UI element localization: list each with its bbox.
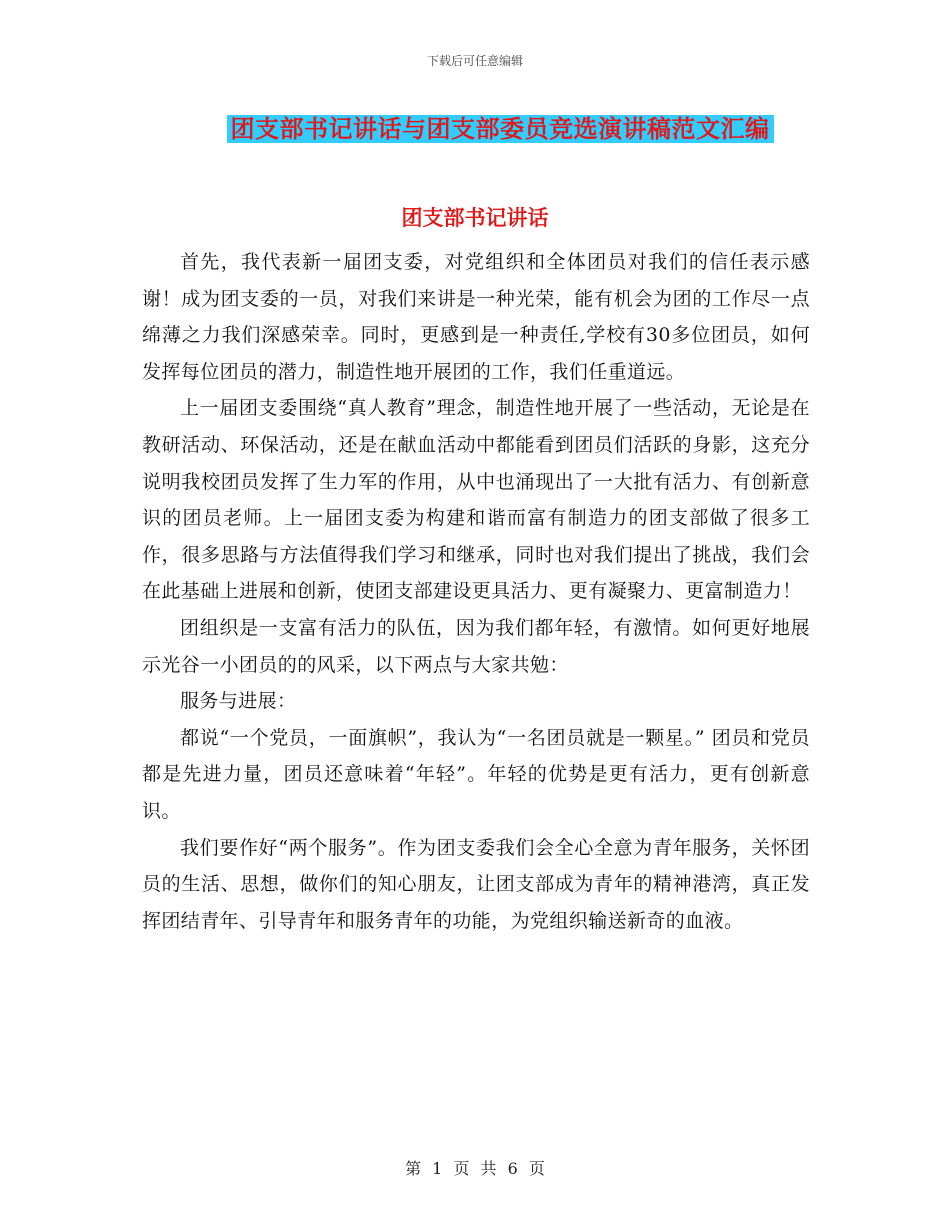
section-title: 团支部书记讲话 [401,206,549,230]
paragraph-1: 首先，我代表新一届团支委，对党组织和全体团员对我们的信任表示感谢！成为团支委的一员，对我们来讲是一种光荣，能有机会为团的工作尽一点绵薄之力我们深感荣幸。同时，更感到是一种责任,学校有30多位团员，如何发挥每位团员的潜力，制造性地开展团的工作，我们任重道远。 [142,251,810,383]
header-note: 下载后可任意编辑 [426,54,523,68]
paragraph-4: 服务与进展： [180,690,297,713]
document-body [142,244,810,939]
paragraph-5: 都说“一个党员，一面旗帜”，我认为“一名团员就是一颗星。” 团员和党员都是先进力量，团员还意味着“年轻”。年轻的优势是更有活力，更有创新意识。 [142,726,810,822]
paragraph-6: 我们要作好“两个服务”。作为团支委我们会全心全意为青年服务，关怀团员的生活、思想，做你们的知心朋友，让团支部成为青年的精神港湾，真正发挥团结青年、引导青年和服务青年的功能，为党组织输送新奇的血液。 [142,836,810,932]
document-title [208,112,792,146]
paragraph-2: 上一届团支委围绕“真人教育”理念，制造性地开展了一些活动，无论是在教研活动、环保活动，还是在献血活动中都能看到团员们活跃的身影，这充分说明我校团员发挥了生力军的作用，从中也涌现出了一大批有活力、有创新意识的团员老师。上一届团支委为构建和谐而富有制造力的团支部做了很多工作，很多思路与方法值得我们学习和继承，同时也对我们提出了挑战，我们会在此基础上进展和创新，使团支部建设更具活力、更有凝聚力、更富制造力！ [142,397,810,603]
paragraph-3: 团组织是一支富有活力的队伍，因为我们都年轻，有激情。如何更好地展示光谷一小团员的的风采，以下两点与大家共勉： [142,616,810,676]
page-footer: 第 1 页 共 6 页 [405,1159,545,1178]
document-title-text: 团支部书记讲话与团支部委员竞选演讲稿范文汇编 [227,115,774,143]
